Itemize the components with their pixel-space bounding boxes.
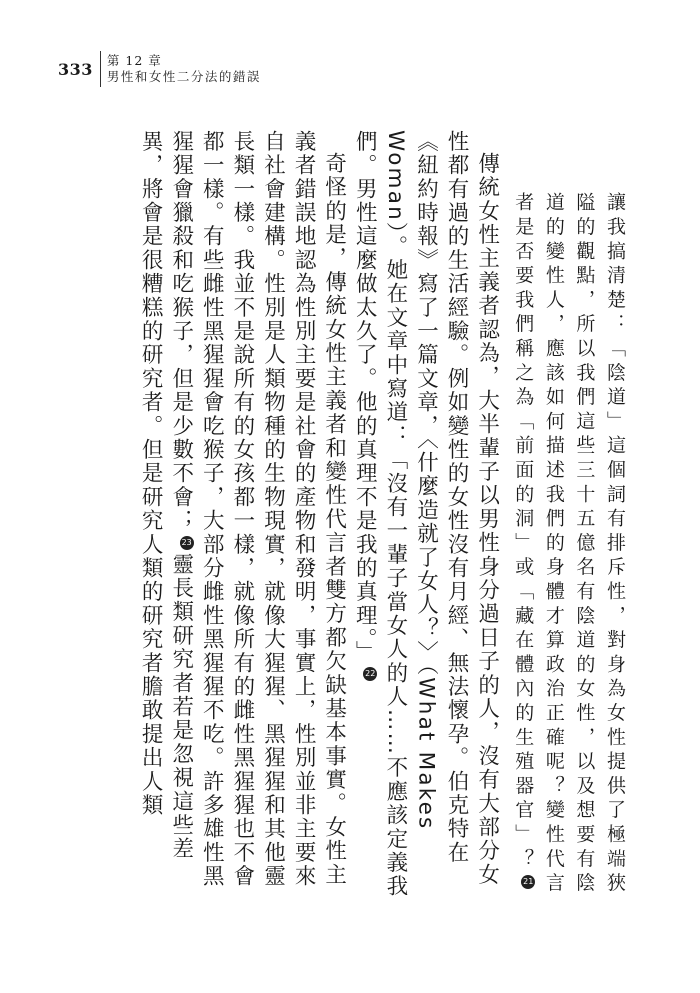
chapter-label: 第 12 章 <box>106 53 162 69</box>
header-divider <box>100 51 101 87</box>
chapter-title: 男性和女性二分法的錯誤 <box>106 69 261 84</box>
paragraph-2 <box>349 130 502 900</box>
page-number: 333 <box>58 59 93 79</box>
block-quote <box>502 192 630 900</box>
paragraph-2-text: 傳統女性主義者認為，大半輩子以男性身分過日子的人，沒有大部分女性都有過的生活經驗。例如變性的女性沒有月經、無法懷孕。伯克特在《紐約時報》寫了一篇文章，〈什麼造就了女人？〉（What Makes Woman）。她在文章中寫道：「沒有一輩子當女人的人……不應該定義我們。男性這麼做太久了。他的真理不是我的真理。」 <box>352 130 500 899</box>
paragraph-3-text-part1: 奇怪的是，傳統女性主義者和變性代言者雙方都欠缺基本事實。女性主義者錯誤地認為性別主要是社會的產物和發明，事實上，性別並非主要來自社會建構。性別是人類物種的生物現實，就像大猩猩、黑猩猩和其他靈長類一樣。我並不是說所有的女孩都一樣，就像所有的雌性黑猩猩也不會都一樣。有些雌性黑猩猩會吃猴子，大部分雌性黑猩猩不吃。許多雄性黑猩猩會獵殺和吃猴子，但是少數不會； <box>168 130 347 889</box>
paragraph-3-text-part2: 靈長類研究者若是忽視這些差異，將會是很糟糕的研究者。但是研究人類的研究者膽敢提出人類 <box>138 130 194 862</box>
body-text-vertical <box>70 130 630 900</box>
endnote-marker-22[interactable]: 22 <box>363 667 377 681</box>
endnote-marker-23[interactable]: 23 <box>180 536 194 550</box>
running-header <box>58 50 261 88</box>
header-text <box>107 53 261 84</box>
endnote-marker-21[interactable]: 21 <box>521 875 535 889</box>
paragraph-3 <box>135 130 349 900</box>
block-quote-text: 讓我搞清楚：「陰道」這個詞有排斥性，對身為女性提供了極端狹隘的觀點，所以我們這些三十五億名有陰道的女性，以及想要有陰道的變性人，應該如何描述我們的身體才算政治正確呢？變性代言者是否要我們稱之為「前面的洞」或「藏在體內的生殖器官」？ <box>512 192 626 897</box>
